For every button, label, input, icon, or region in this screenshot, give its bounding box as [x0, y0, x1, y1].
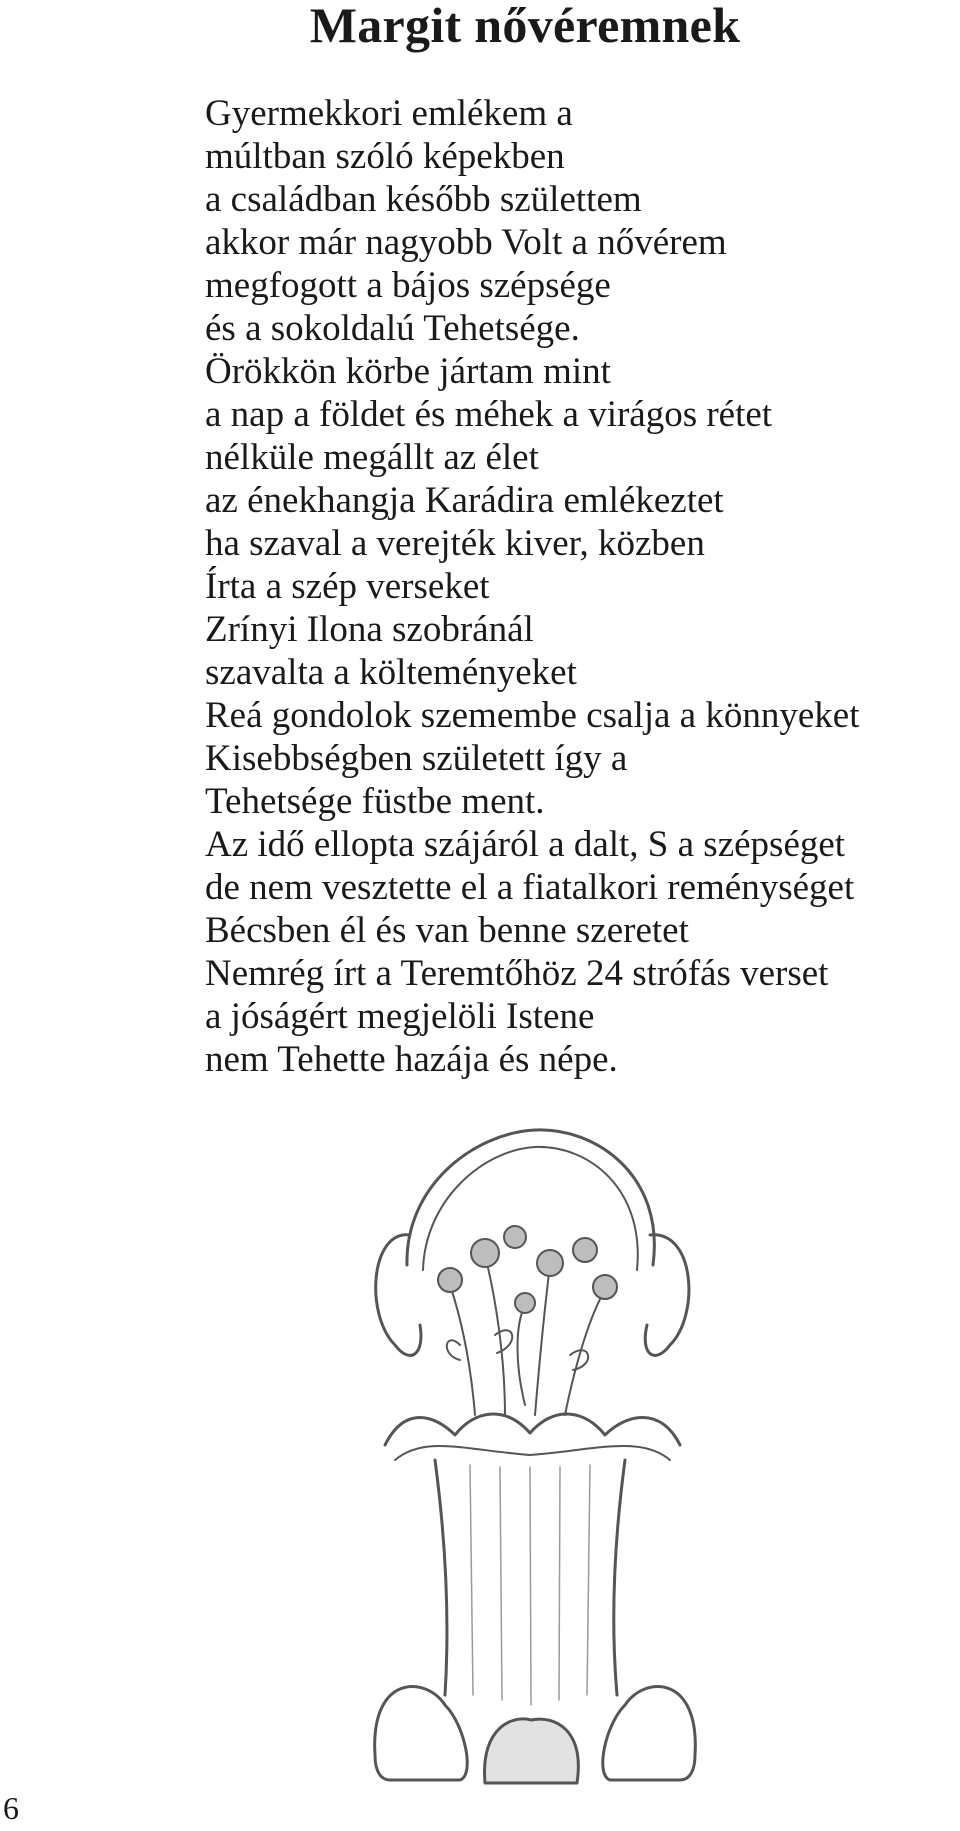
flowers	[438, 1226, 617, 1415]
poem-line: a jóságért megjelöli Istene	[205, 996, 595, 1037]
poem	[205, 92, 955, 1081]
poem-line: akkor már nagyobb Volt a nővérem	[205, 222, 727, 263]
poem-line: Kisebbségben született így a	[205, 738, 628, 779]
poem-line: ha szaval a verejték kiver, közben	[205, 523, 705, 564]
basket-handle-inner	[423, 1147, 638, 1270]
basket-base	[375, 1687, 468, 1780]
poem-line: Bécsben él és van benne szeretet	[205, 910, 689, 951]
poem-line: Írta a szép verseket	[205, 566, 490, 607]
poem-line: nem Tehette hazája és népe.	[205, 1039, 618, 1080]
poem-line: Örökkön körbe jártam mint	[205, 351, 611, 392]
poem-line: de nem vesztette el a fiatalkori reménységet	[205, 867, 855, 908]
poem-line: Nemrég írt a Teremtőhöz 24 strófás verset	[205, 953, 829, 994]
poem-line: nélküle megállt az élet	[205, 437, 539, 478]
basket-left-loop	[376, 1235, 421, 1356]
basket-rim	[385, 1414, 680, 1445]
poem-line: Zrínyi Ilona szobránál	[205, 609, 534, 650]
poem-line: szavalta a költeményeket	[205, 652, 577, 693]
basket-body-shading	[470, 1465, 590, 1705]
basket-base-middle	[485, 1719, 579, 1783]
poem-line: és a sokoldalú Tehetsége.	[205, 308, 580, 349]
poem-line: a családban később születtem	[205, 179, 642, 220]
poem-line: Az idő ellopta szájáról a dalt, S a szépséget	[205, 824, 846, 865]
poem-line: Gyermekkori emlékem a	[205, 93, 573, 134]
basket-base-right	[603, 1687, 696, 1780]
flower-basket-illustration	[365, 1115, 705, 1795]
poem-line: az énekhangja Karádira emlékeztet	[205, 480, 724, 521]
page-number: 6	[3, 1790, 19, 1826]
page-title: Margit nővéremnek	[309, 0, 741, 53]
poem-line: múltban szóló képekben	[205, 136, 565, 177]
poem-line: megfogott a bájos szépsége	[205, 265, 611, 306]
poem-line: a nap a földet és méhek a virágos rétet	[205, 394, 773, 435]
basket-right-loop	[645, 1235, 689, 1356]
basket-rim-lower	[395, 1446, 670, 1460]
basket-handle	[407, 1130, 654, 1265]
poem-line: Reá gondolok szemembe csalja a könnyeket	[205, 695, 860, 736]
poem-line: Tehetsége füstbe ment.	[205, 781, 545, 822]
